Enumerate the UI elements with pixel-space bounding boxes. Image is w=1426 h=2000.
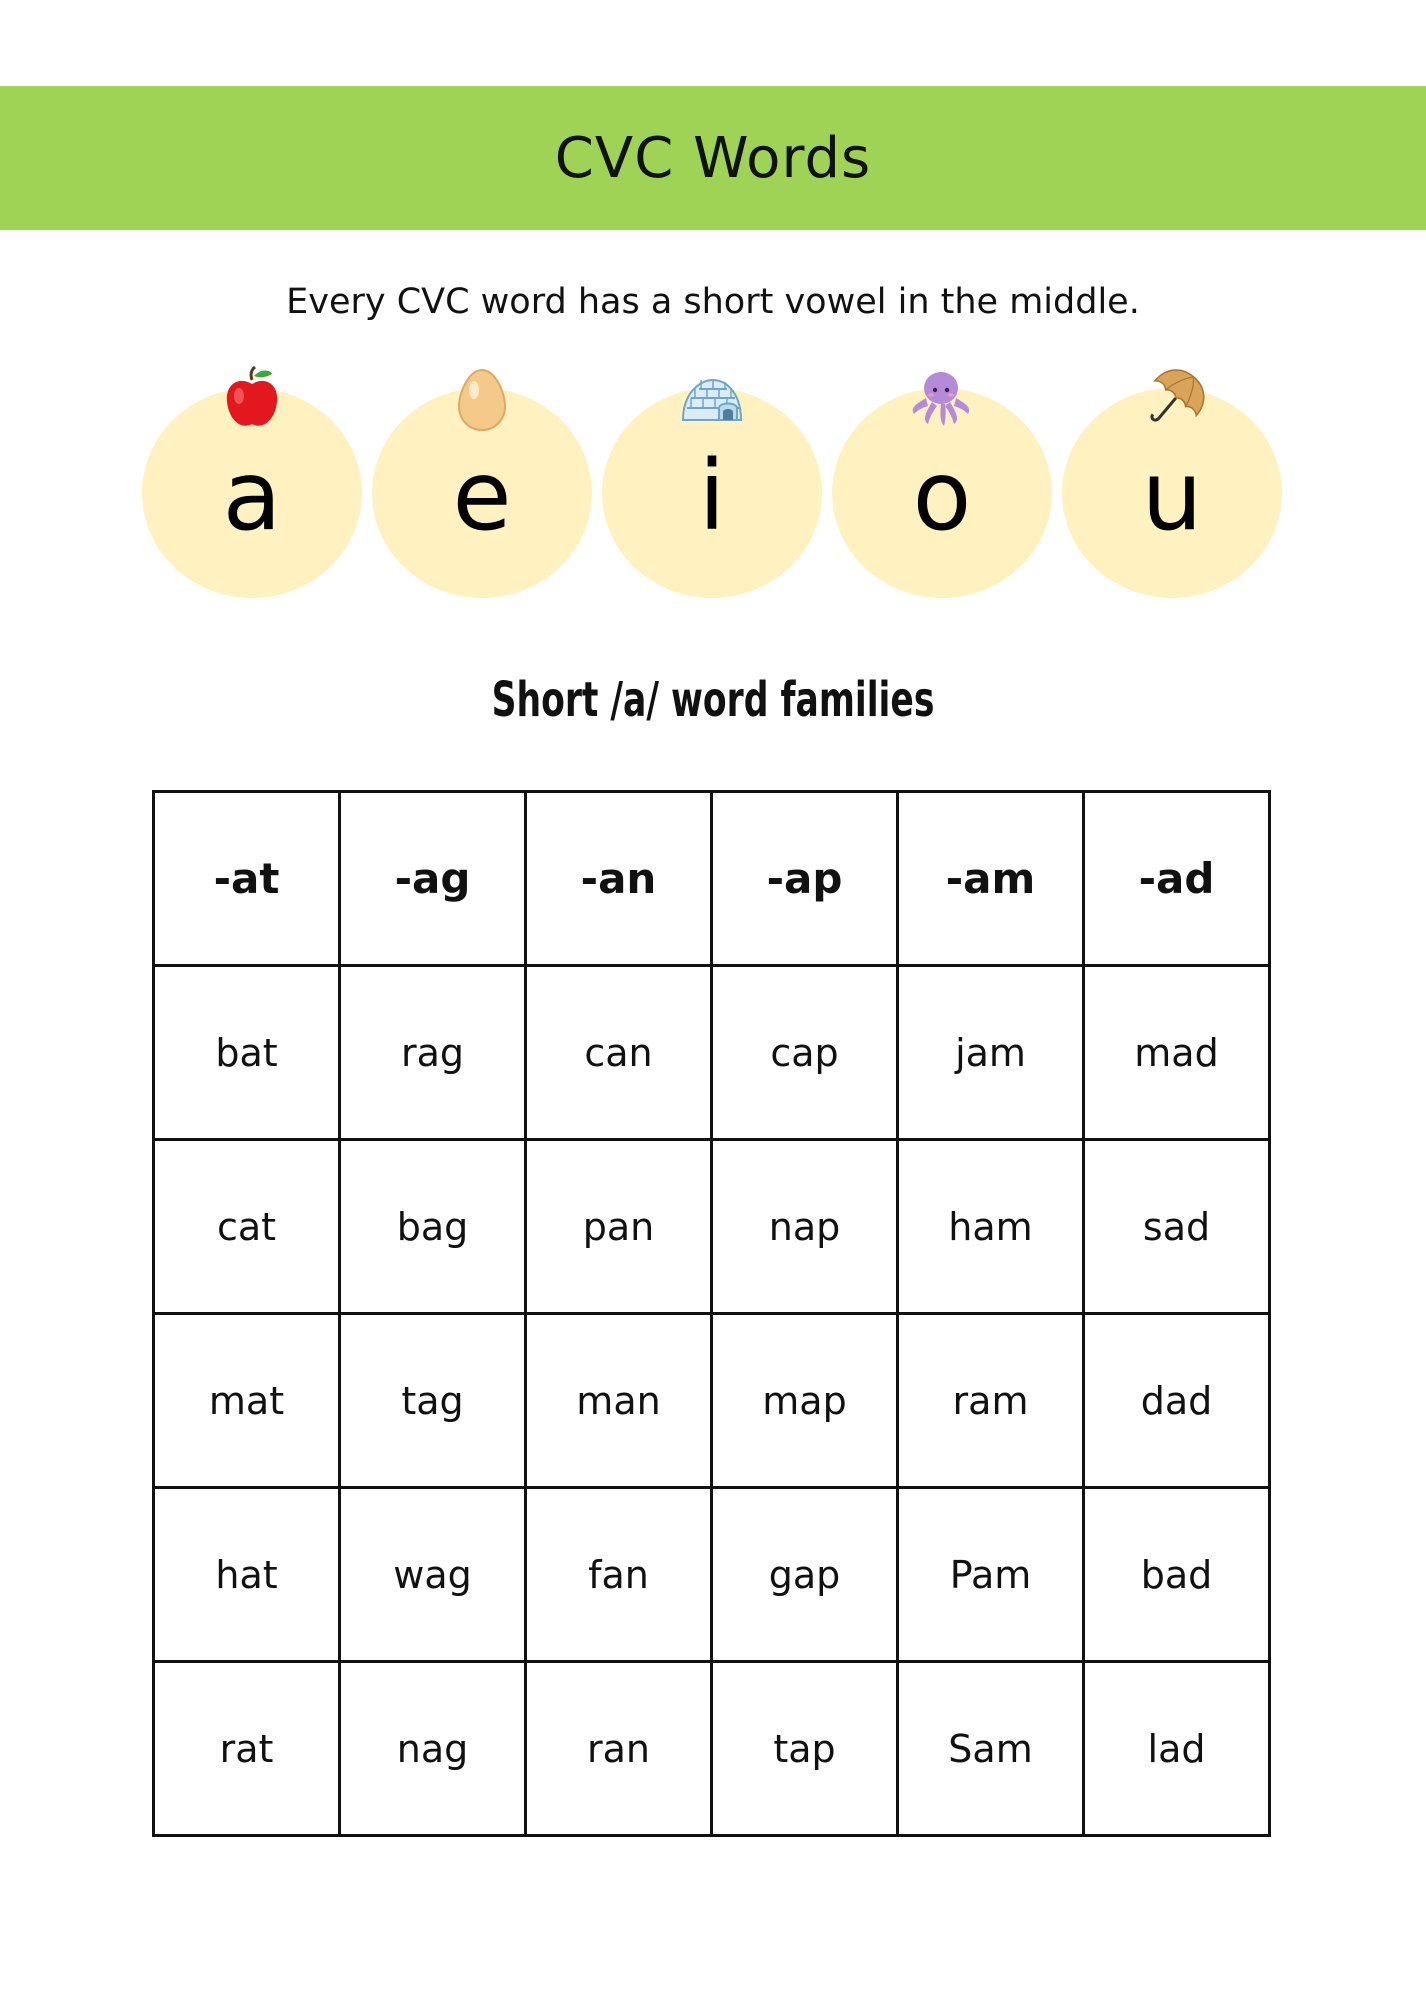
word-cell: pan [526, 1140, 712, 1314]
word-cell: tap [712, 1662, 898, 1836]
word-cell: sad [1084, 1140, 1270, 1314]
title-banner [0, 86, 1426, 230]
word-cell: ran [526, 1662, 712, 1836]
intro-text: Every CVC word has a short vowel in the middle. [286, 282, 1140, 322]
column-header: -ad [1084, 792, 1270, 966]
word-cell: map [712, 1314, 898, 1488]
word-family-table [152, 790, 1271, 1837]
table-row [154, 966, 1270, 1140]
word-cell: can [526, 966, 712, 1140]
column-header: -at [154, 792, 340, 966]
word-cell: tag [340, 1314, 526, 1488]
vowel-letter: u [1141, 440, 1203, 552]
word-cell: lad [1084, 1662, 1270, 1836]
word-cell: gap [712, 1488, 898, 1662]
table-row [154, 1314, 1270, 1488]
word-cell: cat [154, 1140, 340, 1314]
vowel-letter: a [222, 440, 282, 552]
word-cell: Sam [898, 1662, 1084, 1836]
section-title: Short /a/ word families [491, 672, 935, 728]
word-cell: bat [154, 966, 340, 1140]
table-header-row [154, 792, 1270, 966]
word-cell: ram [898, 1314, 1084, 1488]
word-cell: man [526, 1314, 712, 1488]
column-header: -an [526, 792, 712, 966]
table-row [154, 1488, 1270, 1662]
vowel-letter: e [452, 440, 512, 552]
apple-icon [217, 364, 287, 434]
word-cell: hat [154, 1488, 340, 1662]
word-cell: Pam [898, 1488, 1084, 1662]
word-cell: jam [898, 966, 1084, 1140]
column-header: -am [898, 792, 1084, 966]
word-cell: ham [898, 1140, 1084, 1314]
word-cell: rat [154, 1662, 340, 1836]
word-cell: mat [154, 1314, 340, 1488]
word-cell: mad [1084, 966, 1270, 1140]
word-cell: fan [526, 1488, 712, 1662]
page-title: CVC Words [554, 125, 872, 191]
word-cell: nag [340, 1662, 526, 1836]
word-cell: dad [1084, 1314, 1270, 1488]
table-row [154, 1140, 1270, 1314]
word-cell: cap [712, 966, 898, 1140]
igloo-icon [677, 364, 747, 434]
word-cell: rag [340, 966, 526, 1140]
column-header: -ap [712, 792, 898, 966]
word-cell: wag [340, 1488, 526, 1662]
word-cell: bad [1084, 1488, 1270, 1662]
vowel-letter: i [698, 440, 726, 552]
umbrella-icon [1140, 364, 1210, 434]
egg-icon [447, 364, 517, 434]
octopus-icon [906, 364, 976, 434]
vowel-letter: o [912, 440, 972, 552]
word-cell: nap [712, 1140, 898, 1314]
column-header: -ag [340, 792, 526, 966]
word-cell: bag [340, 1140, 526, 1314]
table-row [154, 1662, 1270, 1836]
